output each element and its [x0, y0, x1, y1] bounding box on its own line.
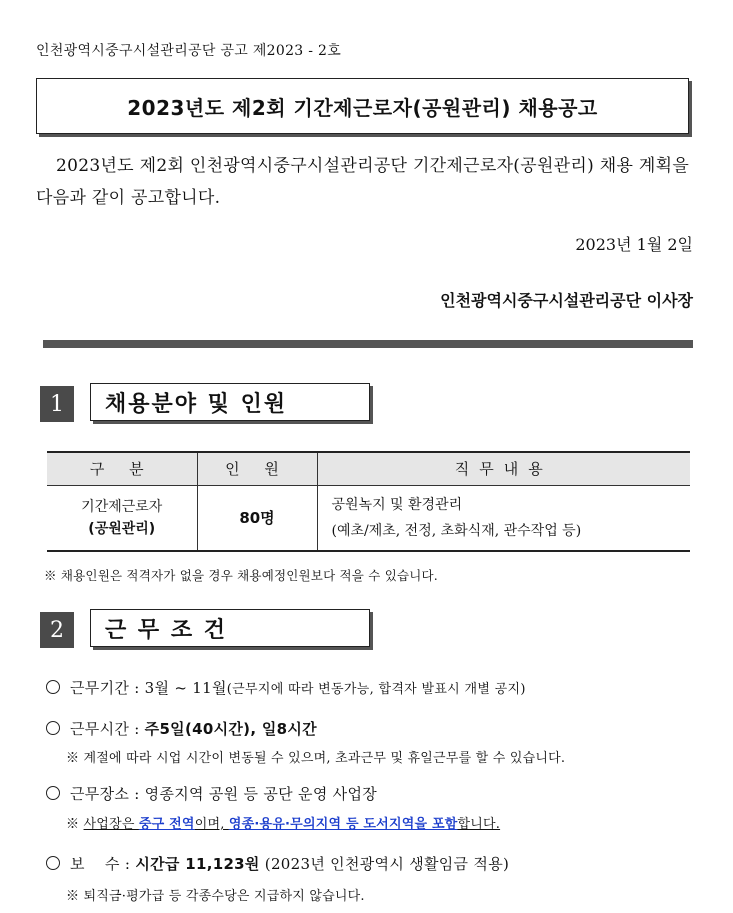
pay-detail: (2023년 인천광역시 생활임금 적용) — [259, 855, 510, 873]
duty-cell — [317, 485, 690, 551]
section-2-title: 근 무 조 건 — [90, 609, 370, 647]
intro-text: 2023년도 제2회 인천광역시중구시설관리공단 기간제근로자(공원관리) 채용 계획을 다음과 같이 공고합니다. — [36, 156, 690, 208]
category-line2: (공원관리) — [88, 520, 156, 537]
hours-label: 근무시간 : — [70, 720, 145, 738]
headcount-note: ※ 채용인원은 적격자가 없을 경우 채용예정인원보다 적을 수 있습니다. — [44, 568, 438, 583]
header-duty: 직무내용 — [317, 452, 690, 485]
category-line1: 기간제근로자 — [81, 498, 163, 515]
header-category: 구 분 — [47, 452, 197, 485]
recruitment-table — [47, 451, 690, 552]
category-cell — [47, 485, 197, 551]
title-box — [36, 78, 689, 134]
section-2-number: 2 — [40, 612, 74, 648]
hours-note: ※ 계절에 따라 시업 시간이 변동될 수 있으며, 초과근무 및 휴일근무를 할 수 있습니다. — [66, 751, 566, 766]
circle-bullet-icon — [46, 721, 60, 735]
pay-value: 시간급 11,123원 — [135, 855, 260, 873]
duty-line2: (예초/제초, 전정, 초화식재, 관수작업 등) — [331, 522, 582, 539]
place-note-part3: 합니다. — [457, 817, 501, 832]
hours-line — [46, 718, 317, 739]
circle-bullet-icon — [46, 856, 60, 870]
headcount-cell: 80명 — [197, 485, 317, 551]
period-value: 3월 ~ 11월 — [144, 679, 227, 697]
place-value: 영종지역 공원 등 공단 운영 사업장 — [144, 785, 378, 803]
place-line — [46, 783, 377, 804]
pay-note: ※ 퇴직금·평가급 등 각종수당은 지급하지 않습니다. — [66, 889, 365, 904]
header-headcount: 인 원 — [197, 452, 317, 485]
duty-line1: 공원녹지 및 환경관리 — [331, 496, 463, 513]
section-1-title: 채용분야 및 인원 — [90, 383, 370, 421]
page-title: 2023년도 제2회 기간제근로자(공원관리) 채용공고 — [127, 95, 598, 120]
issuer: 인천광역시중구시설관리공단 이사장 — [440, 291, 693, 310]
period-line — [46, 677, 526, 698]
place-note-highlight2: 영종·용유·무의지역 등 도서지역을 포함 — [228, 817, 458, 832]
section-1-number: 1 — [40, 386, 74, 422]
place-label: 근무장소 : — [70, 785, 145, 803]
place-note-part2: 이며, — [194, 817, 229, 832]
notice-number: 인천광역시중구시설관리공단 공고 제2023 - 2호 — [36, 43, 342, 59]
pay-line — [46, 853, 509, 874]
place-note — [66, 813, 500, 832]
place-note-part1: 사업장은 — [83, 817, 139, 832]
hours-value: 주5일(40시간), 일8시간 — [144, 720, 317, 738]
pay-label: 보 수 : — [70, 855, 136, 873]
notice-date: 2023년 1월 2일 — [575, 235, 693, 254]
period-label: 근무기간 : — [70, 679, 145, 697]
circle-bullet-icon — [46, 680, 60, 694]
period-detail: (근무지에 따라 변동가능, 합격자 발표시 개별 공지) — [226, 682, 526, 697]
table-row — [47, 485, 690, 551]
circle-bullet-icon — [46, 786, 60, 800]
place-note-highlight1: 중구 전역 — [138, 817, 195, 832]
divider-bar — [43, 340, 693, 348]
place-note-prefix: ※ — [66, 817, 84, 832]
